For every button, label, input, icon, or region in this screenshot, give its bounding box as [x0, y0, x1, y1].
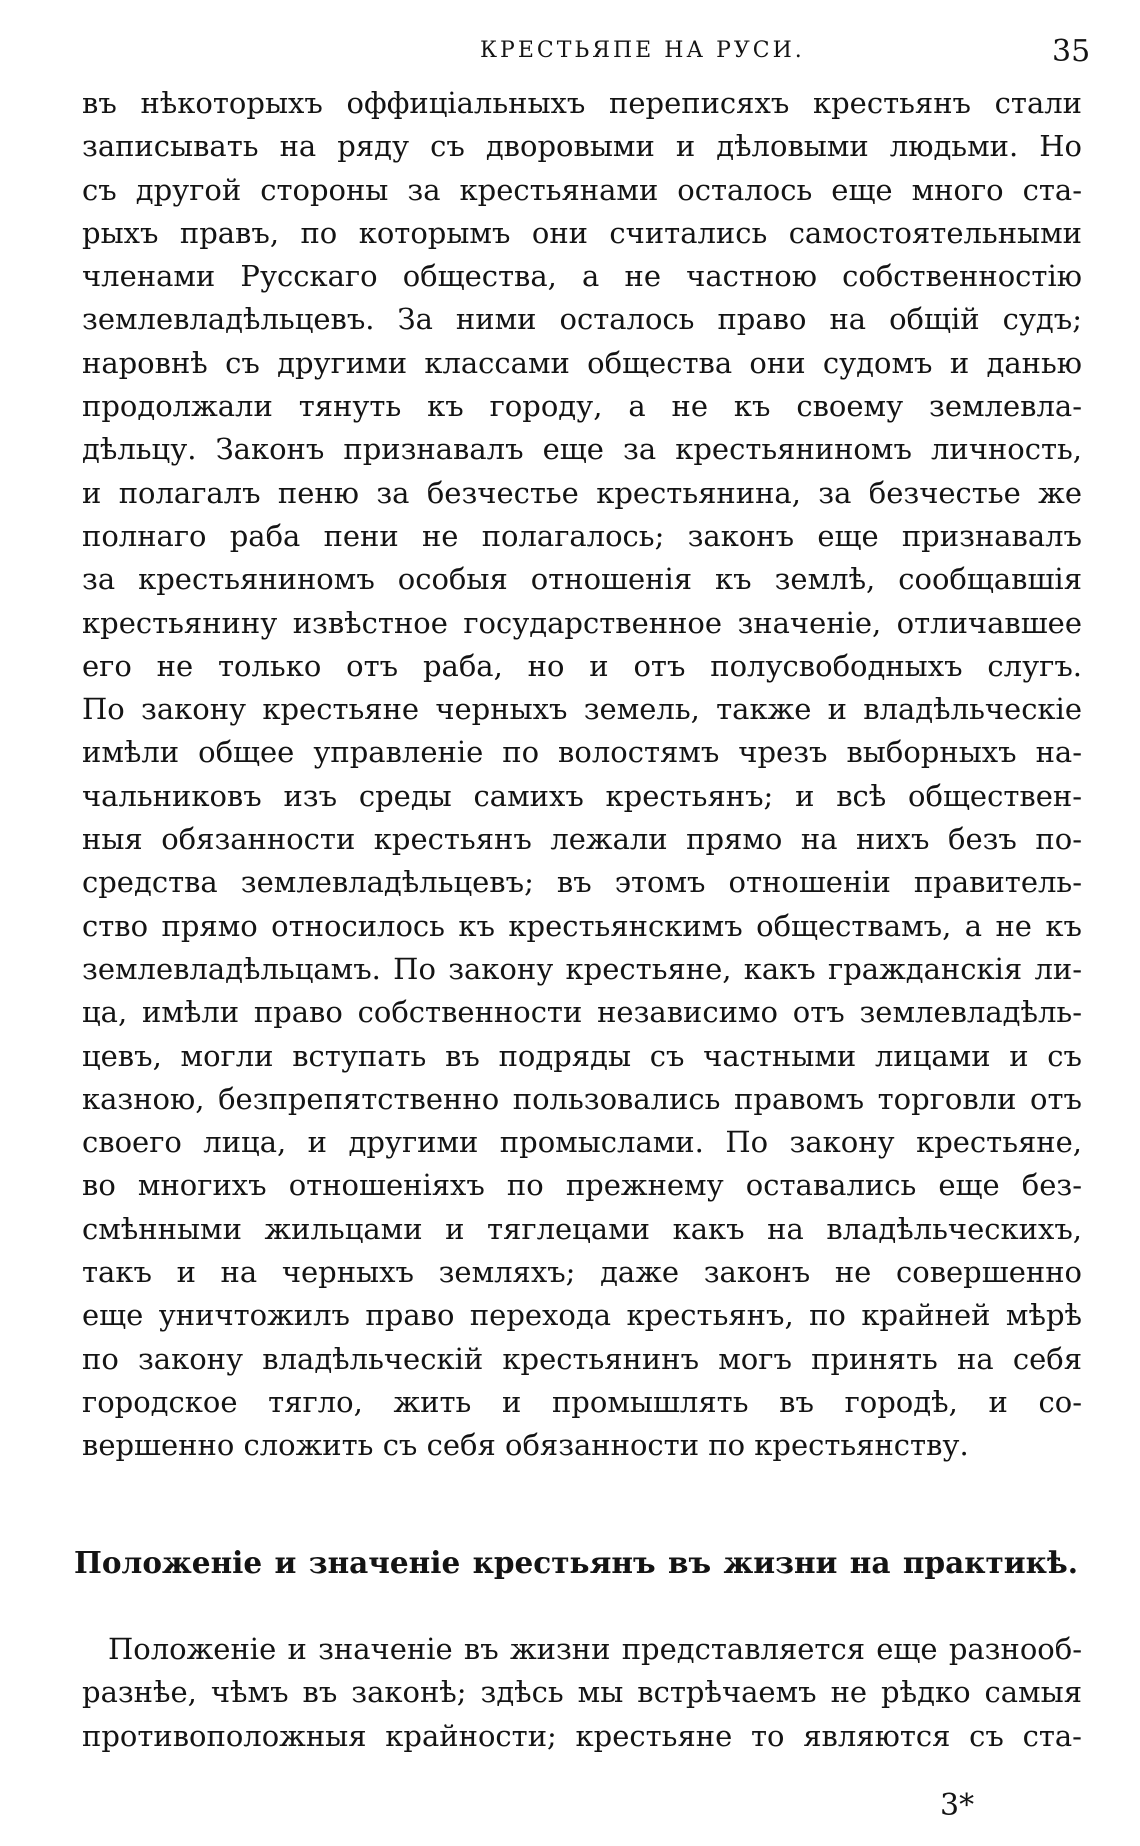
text-line: средства землевладѣльцевъ; въ этомъ отношеніи правитель- [82, 865, 1082, 900]
text-line: вершенно сложить съ себя обязанности по крестьянству. [82, 1428, 969, 1463]
text-line: городское тягло, жить и промышлять въ городѣ, и со- [82, 1384, 1082, 1419]
text-line: его не только отъ раба, но и отъ полусвободныхъ слугъ. [82, 648, 1082, 683]
text-line: полнаго раба пени не полагалось; законъ еще признавалъ [82, 518, 1082, 553]
text-line: противоположныя крайности; крестьяне то являются съ ста- [82, 1718, 1082, 1753]
text-line: имѣли общее управленіе по волостямъ чрезъ выборныхъ на- [82, 735, 1082, 770]
text-line: ство прямо относилось къ крестьянскимъ обществамъ, а не къ [82, 908, 1082, 943]
text-line: такъ и на черныхъ земляхъ; даже законъ не совершенно [82, 1255, 1082, 1290]
text-line: членами Русскаго общества, а не частною собственностію [82, 259, 1082, 294]
text-line: въ нѣкоторыхъ оффиціальныхъ переписяхъ крестьянъ стали [82, 86, 1082, 120]
second-paragraph [82, 1628, 1082, 1758]
text-line: дѣльцу. Законъ признавалъ еще за крестьяниномъ личность, [82, 432, 1082, 467]
text-line: еще уничтожилъ право перехода крестьянъ, по крайней мѣрѣ [82, 1298, 1082, 1333]
text-line: рыхъ правъ, по которымъ они считались самостоятельными [82, 215, 1082, 250]
text-line: ныя обязанности крестьянъ лежали прямо на нихъ безъ по- [82, 822, 1082, 857]
text-line: землевладѣльцевъ. За ними осталось право на общій судъ; [82, 302, 1082, 337]
text-line: цевъ, могли вступать въ подряды съ частными лицами и съ [82, 1038, 1082, 1073]
text-line: и полагалъ пеню за безчестье крестьянина, за безчестье же [82, 475, 1082, 510]
text-line: разнѣе, чѣмъ въ законѣ; здѣсь мы встрѣчаемъ не рѣдко самыя [82, 1675, 1082, 1710]
text-line: съ другой стороны за крестьянами осталось еще много ста- [82, 172, 1082, 207]
running-title: КРЕСТЬЯПЕ НА РУСИ. [480, 38, 805, 63]
text-line: за крестьяниномъ особыя отношенія къ землѣ, сообщавшія [82, 562, 1082, 597]
text-line: продолжали тянуть къ городу, а не къ своему землевла- [82, 389, 1082, 424]
text-line: чальниковъ изъ среды самихъ крестьянъ; и всѣ общеcтвен- [82, 778, 1082, 813]
text-line: по закону владѣльческій крестьянинъ могъ принять на себя [82, 1341, 1082, 1376]
body-paragraph [82, 82, 1082, 1468]
text-line: Положеніе и значеніе въ жизни представляется еще разнооб- [108, 1632, 1082, 1666]
text-line: крестьянину извѣстное государственное значеніе, отличавшее [82, 605, 1082, 640]
text-line: смѣнными жильцами и тяглецами какъ на владѣльческихъ, [82, 1211, 1082, 1246]
text-line: во многихъ отношеніяхъ по прежнему оставались еще без- [82, 1168, 1082, 1203]
text-line: записывать на ряду съ дворовыми и дѣловыми людьми. Но [82, 129, 1082, 164]
page-number: 35 [1052, 34, 1091, 69]
text-line: наровнѣ съ другими классами общества они судомъ и данью [82, 345, 1082, 380]
signature-mark: 3* [940, 1788, 975, 1823]
text-line: своего лица, и другими промыслами. По закону крестьяне, [82, 1125, 1082, 1160]
text-line: По закону крестьяне черныхъ земель, также и владѣльческіе [82, 692, 1082, 727]
text-line: казною, безпрепятственно пользовались правомъ торговли отъ [82, 1081, 1082, 1116]
text-line: ца, имѣли право собственности независимо отъ землевладѣль- [82, 995, 1082, 1030]
text-line: землевладѣльцамъ. По закону крестьяне, какъ гражданскія ли- [82, 951, 1082, 986]
section-heading: Положеніе и значеніе крестьянъ въ жизни на практикѣ. [74, 1545, 1078, 1580]
running-head [0, 34, 1140, 69]
